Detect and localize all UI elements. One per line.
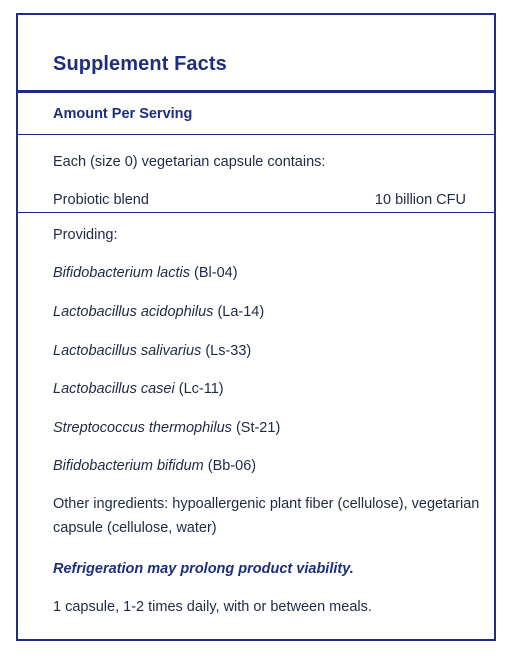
strain-row xyxy=(53,265,238,281)
strain-species: Bifidobacterium bifidum xyxy=(53,458,204,474)
strain-row xyxy=(53,381,224,397)
strain-code: (Bb-06) xyxy=(207,458,257,474)
capsule-contains-text: Each (size 0) vegetarian capsule contains: xyxy=(53,154,326,170)
blend-name: Probiotic blend xyxy=(53,192,149,208)
strain-code: (Bl-04) xyxy=(194,265,238,281)
strain-row xyxy=(53,304,264,320)
strain-code: (Ls-33) xyxy=(205,343,252,359)
strain-species: Lactobacillus salivarius xyxy=(53,343,202,359)
dosage-directions: 1 capsule, 1-2 times daily, with or between meals. xyxy=(53,599,372,615)
strain-species: Bifidobacterium lactis xyxy=(53,265,190,281)
providing-label: Providing: xyxy=(53,227,118,243)
strain-code: (Lc-11) xyxy=(178,381,224,397)
strain-row xyxy=(53,343,251,359)
blend-amount: 10 billion CFU xyxy=(374,192,466,208)
thick-divider xyxy=(18,90,494,93)
strain-species: Lactobacillus casei xyxy=(53,381,175,397)
strain-code: (La-14) xyxy=(217,304,265,320)
supplement-facts-panel xyxy=(16,13,496,641)
strain-code: (St-21) xyxy=(235,420,281,436)
refrigeration-note: Refrigeration may prolong product viability. xyxy=(53,561,354,577)
other-ingredients: Other ingredients: hypoallergenic plant fiber (cellulose), vegetarian capsule (cellulose, water) xyxy=(53,496,480,536)
strain-species: Streptococcus thermophilus xyxy=(53,420,232,436)
strain-row xyxy=(53,420,280,436)
blend-divider xyxy=(18,212,494,213)
strain-species: Lactobacillus acidophilus xyxy=(53,304,214,320)
strain-row xyxy=(53,458,256,474)
amount-per-serving-heading: Amount Per Serving xyxy=(53,106,193,122)
thin-divider xyxy=(18,134,494,135)
panel-title: Supplement Facts xyxy=(53,53,227,75)
